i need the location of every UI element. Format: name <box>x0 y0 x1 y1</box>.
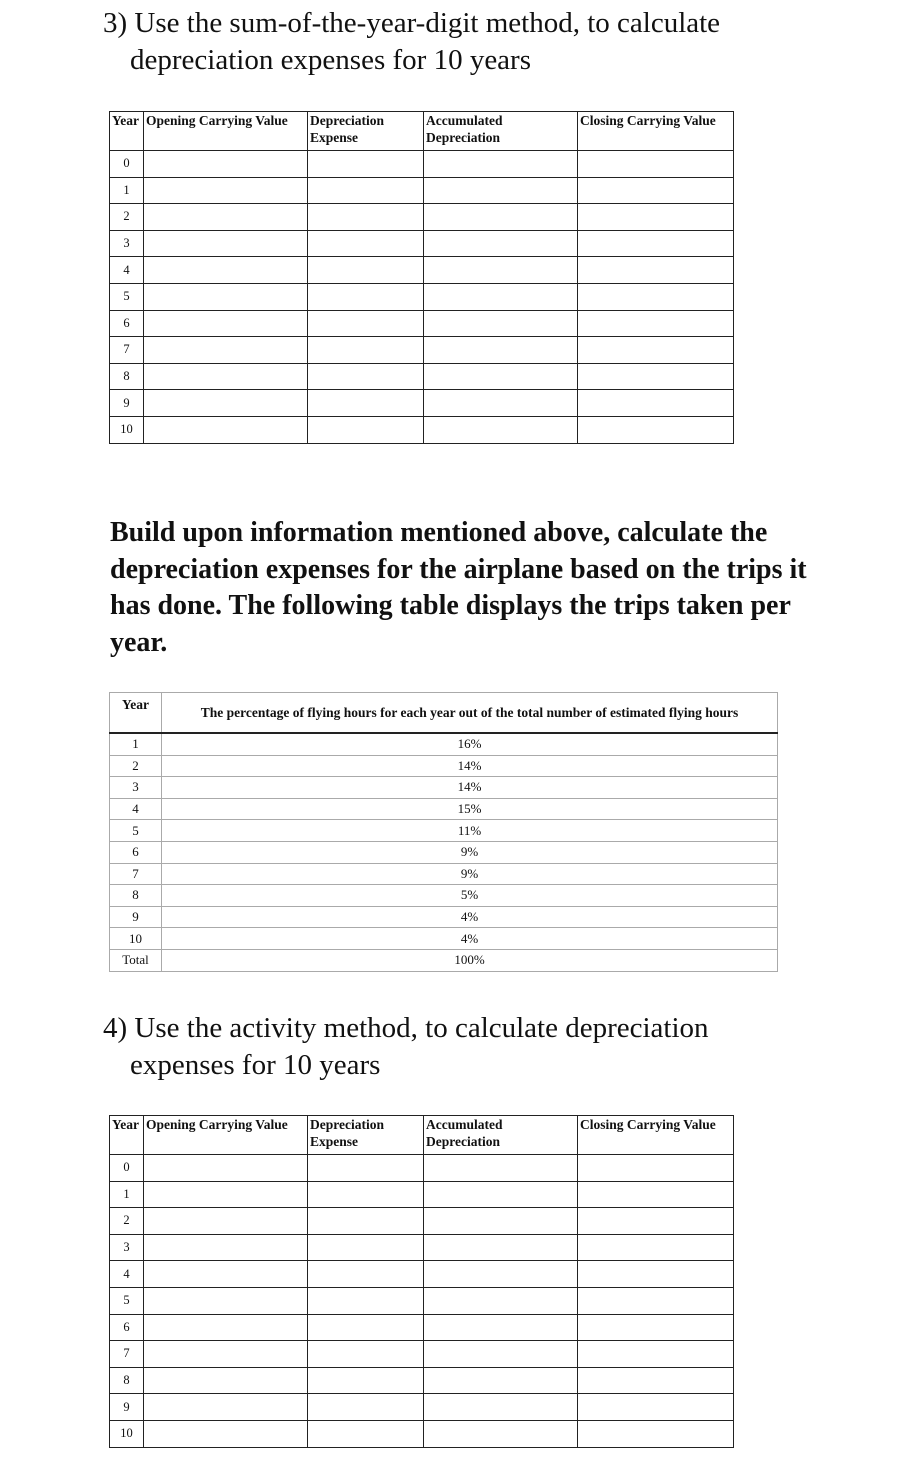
table-row <box>110 1208 734 1235</box>
closing-carrying-value-cell[interactable] <box>578 1341 734 1368</box>
closing-carrying-value-cell[interactable] <box>578 1314 734 1341</box>
opening-carrying-value-cell[interactable] <box>144 390 308 417</box>
depreciation-expense-cell[interactable] <box>308 310 424 337</box>
opening-carrying-value-cell[interactable] <box>144 230 308 257</box>
year-cell: 7 <box>110 337 144 364</box>
opening-carrying-value-cell[interactable] <box>144 151 308 178</box>
accumulated-depreciation-cell[interactable] <box>424 1155 578 1182</box>
table-row <box>110 755 778 777</box>
accumulated-depreciation-cell[interactable] <box>424 1287 578 1314</box>
table-row <box>110 151 734 178</box>
depreciation-expense-cell[interactable] <box>308 390 424 417</box>
accumulated-depreciation-cell[interactable] <box>424 177 578 204</box>
year-cell: 10 <box>110 416 144 443</box>
closing-carrying-value-cell[interactable] <box>578 1394 734 1421</box>
accumulated-depreciation-cell[interactable] <box>424 337 578 364</box>
accumulated-depreciation-cell[interactable] <box>424 310 578 337</box>
accumulated-depreciation-cell[interactable] <box>424 390 578 417</box>
trip-year: 1 <box>110 733 162 755</box>
opening-carrying-value-cell[interactable] <box>144 337 308 364</box>
trip-year: 8 <box>110 885 162 907</box>
table-row <box>110 1341 734 1368</box>
year-cell: 2 <box>110 204 144 231</box>
closing-carrying-value-cell[interactable] <box>578 151 734 178</box>
table-row <box>110 1234 734 1261</box>
trip-percentage: 15% <box>162 798 778 820</box>
depreciation-expense-cell[interactable] <box>308 257 424 284</box>
trip-year: 5 <box>110 820 162 842</box>
depreciation-expense-cell[interactable] <box>308 1367 424 1394</box>
closing-carrying-value-cell[interactable] <box>578 204 734 231</box>
header-closing-carrying-value: Closing Carrying Value <box>578 1116 734 1155</box>
opening-carrying-value-cell[interactable] <box>144 257 308 284</box>
header-accumulated-depreciation: Accumulated Depreciation <box>424 1116 578 1155</box>
depreciation-expense-cell[interactable] <box>308 1234 424 1261</box>
sum-of-years-digits-table <box>109 111 734 444</box>
closing-carrying-value-cell[interactable] <box>578 1155 734 1182</box>
depreciation-expense-cell[interactable] <box>308 1181 424 1208</box>
table-row <box>110 863 778 885</box>
opening-carrying-value-cell[interactable] <box>144 283 308 310</box>
closing-carrying-value-cell[interactable] <box>578 1181 734 1208</box>
depreciation-expense-cell[interactable] <box>308 1341 424 1368</box>
intro-paragraph: Build upon information mentioned above, calculate the depreciation expenses for the airplane based on the trips it has done. The following table displays the trips taken per year. <box>110 517 807 658</box>
opening-carrying-value-cell[interactable] <box>144 1314 308 1341</box>
year-cell: 6 <box>110 1314 144 1341</box>
trip-year: Total <box>110 949 162 971</box>
table-row <box>110 1420 734 1447</box>
accumulated-depreciation-cell[interactable] <box>424 1208 578 1235</box>
trip-year: 6 <box>110 841 162 863</box>
trip-percentage: 11% <box>162 820 778 842</box>
table-row <box>110 204 734 231</box>
accumulated-depreciation-cell[interactable] <box>424 230 578 257</box>
trips-table <box>109 692 778 972</box>
year-cell: 9 <box>110 1394 144 1421</box>
depreciation-expense-cell[interactable] <box>308 1208 424 1235</box>
closing-carrying-value-cell[interactable] <box>578 310 734 337</box>
depreciation-expense-cell[interactable] <box>308 1420 424 1447</box>
year-cell: 7 <box>110 1341 144 1368</box>
section-3-heading-line2: depreciation expenses for 10 years <box>130 44 532 76</box>
table-row <box>110 885 778 907</box>
closing-carrying-value-cell[interactable] <box>578 363 734 390</box>
accumulated-depreciation-cell[interactable] <box>424 1341 578 1368</box>
accumulated-depreciation-cell[interactable] <box>424 416 578 443</box>
table-row <box>110 1394 734 1421</box>
depreciation-expense-cell[interactable] <box>308 363 424 390</box>
year-cell: 2 <box>110 1208 144 1235</box>
accumulated-depreciation-cell[interactable] <box>424 363 578 390</box>
opening-carrying-value-cell[interactable] <box>144 204 308 231</box>
trip-year: 7 <box>110 863 162 885</box>
year-cell: 4 <box>110 1261 144 1288</box>
depreciation-expense-cell[interactable] <box>308 1394 424 1421</box>
closing-carrying-value-cell[interactable] <box>578 416 734 443</box>
header-year: Year <box>110 112 144 151</box>
year-cell: 1 <box>110 1181 144 1208</box>
year-cell: 9 <box>110 390 144 417</box>
opening-carrying-value-cell[interactable] <box>144 1208 308 1235</box>
closing-carrying-value-cell[interactable] <box>578 230 734 257</box>
opening-carrying-value-cell[interactable] <box>144 1181 308 1208</box>
closing-carrying-value-cell[interactable] <box>578 1234 734 1261</box>
trips-header-percentage: The percentage of flying hours for each year out of the total number of estimated flying hours <box>162 693 778 734</box>
trip-percentage: 14% <box>162 755 778 777</box>
trip-percentage: 100% <box>162 949 778 971</box>
accumulated-depreciation-cell[interactable] <box>424 1394 578 1421</box>
table-row <box>110 798 778 820</box>
table-row-total <box>110 949 778 971</box>
accumulated-depreciation-cell[interactable] <box>424 1181 578 1208</box>
depreciation-expense-cell[interactable] <box>308 1314 424 1341</box>
table-row <box>110 283 734 310</box>
accumulated-depreciation-cell[interactable] <box>424 1261 578 1288</box>
table-row <box>110 1181 734 1208</box>
accumulated-depreciation-cell[interactable] <box>424 283 578 310</box>
depreciation-expense-cell[interactable] <box>308 230 424 257</box>
trip-year: 4 <box>110 798 162 820</box>
trip-percentage: 9% <box>162 841 778 863</box>
depreciation-expense-cell[interactable] <box>308 283 424 310</box>
year-cell: 10 <box>110 1420 144 1447</box>
opening-carrying-value-cell[interactable] <box>144 1367 308 1394</box>
closing-carrying-value-cell[interactable] <box>578 390 734 417</box>
opening-carrying-value-cell[interactable] <box>144 416 308 443</box>
accumulated-depreciation-cell[interactable] <box>424 204 578 231</box>
header-accumulated-depreciation: Accumulated Depreciation <box>424 112 578 151</box>
header-depreciation-expense: Depreciation Expense <box>308 1116 424 1155</box>
year-cell: 8 <box>110 1367 144 1394</box>
table-row <box>110 230 734 257</box>
header-year: Year <box>110 1116 144 1155</box>
depreciation-expense-cell[interactable] <box>308 151 424 178</box>
table-row <box>110 906 778 928</box>
opening-carrying-value-cell[interactable] <box>144 1261 308 1288</box>
header-depreciation-expense: Depreciation Expense <box>308 112 424 151</box>
closing-carrying-value-cell[interactable] <box>578 1367 734 1394</box>
opening-carrying-value-cell[interactable] <box>144 1341 308 1368</box>
accumulated-depreciation-cell[interactable] <box>424 1367 578 1394</box>
accumulated-depreciation-cell[interactable] <box>424 1314 578 1341</box>
table-row <box>110 1367 734 1394</box>
year-cell: 5 <box>110 1287 144 1314</box>
trips-header-year: Year <box>110 693 162 734</box>
table-row <box>110 257 734 284</box>
depreciation-expense-cell[interactable] <box>308 1261 424 1288</box>
trip-year: 2 <box>110 755 162 777</box>
depreciation-expense-cell[interactable] <box>308 204 424 231</box>
header-opening-carrying-value: Opening Carrying Value <box>144 1116 308 1155</box>
closing-carrying-value-cell[interactable] <box>578 1208 734 1235</box>
trip-percentage: 4% <box>162 906 778 928</box>
table-row <box>110 777 778 799</box>
depreciation-expense-cell[interactable] <box>308 337 424 364</box>
accumulated-depreciation-cell[interactable] <box>424 1234 578 1261</box>
closing-carrying-value-cell[interactable] <box>578 283 734 310</box>
year-cell: 8 <box>110 363 144 390</box>
opening-carrying-value-cell[interactable] <box>144 1394 308 1421</box>
year-cell: 0 <box>110 151 144 178</box>
header-opening-carrying-value: Opening Carrying Value <box>144 112 308 151</box>
trip-percentage: 9% <box>162 863 778 885</box>
table-row <box>110 1314 734 1341</box>
opening-carrying-value-cell[interactable] <box>144 1420 308 1447</box>
section-4-heading <box>103 1010 709 1084</box>
trip-percentage: 5% <box>162 885 778 907</box>
table-row <box>110 177 734 204</box>
trip-year: 3 <box>110 777 162 799</box>
opening-carrying-value-cell[interactable] <box>144 1234 308 1261</box>
opening-carrying-value-cell[interactable] <box>144 1287 308 1314</box>
section-4-heading-line2: expenses for 10 years <box>130 1049 381 1081</box>
trip-percentage: 14% <box>162 777 778 799</box>
table-row <box>110 363 734 390</box>
accumulated-depreciation-cell[interactable] <box>424 151 578 178</box>
year-cell: 4 <box>110 257 144 284</box>
table-row <box>110 841 778 863</box>
depreciation-expense-cell[interactable] <box>308 1287 424 1314</box>
accumulated-depreciation-cell[interactable] <box>424 257 578 284</box>
closing-carrying-value-cell[interactable] <box>578 1261 734 1288</box>
opening-carrying-value-cell[interactable] <box>144 177 308 204</box>
depreciation-expense-cell[interactable] <box>308 177 424 204</box>
closing-carrying-value-cell[interactable] <box>578 337 734 364</box>
depreciation-expense-cell[interactable] <box>308 1155 424 1182</box>
year-cell: 6 <box>110 310 144 337</box>
section-3-heading-line1: 3) Use the sum-of-the-year-digit method, to calculate <box>103 7 721 39</box>
year-cell: 5 <box>110 283 144 310</box>
closing-carrying-value-cell[interactable] <box>578 1420 734 1447</box>
trip-percentage: 4% <box>162 928 778 950</box>
year-cell: 3 <box>110 230 144 257</box>
opening-carrying-value-cell[interactable] <box>144 1155 308 1182</box>
table-row <box>110 1155 734 1182</box>
opening-carrying-value-cell[interactable] <box>144 363 308 390</box>
header-closing-carrying-value: Closing Carrying Value <box>578 112 734 151</box>
table-row <box>110 337 734 364</box>
trip-percentage: 16% <box>162 733 778 755</box>
table-row <box>110 390 734 417</box>
opening-carrying-value-cell[interactable] <box>144 310 308 337</box>
section-4-heading-line1: 4) Use the activity method, to calculate depreciation <box>103 1012 709 1044</box>
closing-carrying-value-cell[interactable] <box>578 257 734 284</box>
section-3-heading <box>103 5 720 79</box>
table-row <box>110 1261 734 1288</box>
table-row <box>110 733 778 755</box>
closing-carrying-value-cell[interactable] <box>578 1287 734 1314</box>
trip-year: 10 <box>110 928 162 950</box>
year-cell: 0 <box>110 1155 144 1182</box>
closing-carrying-value-cell[interactable] <box>578 177 734 204</box>
table-row <box>110 820 778 842</box>
accumulated-depreciation-cell[interactable] <box>424 1420 578 1447</box>
table-row <box>110 310 734 337</box>
table-row <box>110 928 778 950</box>
year-cell: 3 <box>110 1234 144 1261</box>
table-row <box>110 1287 734 1314</box>
depreciation-expense-cell[interactable] <box>308 416 424 443</box>
activity-method-table <box>109 1115 734 1448</box>
year-cell: 1 <box>110 177 144 204</box>
trip-year: 9 <box>110 906 162 928</box>
table-row <box>110 416 734 443</box>
